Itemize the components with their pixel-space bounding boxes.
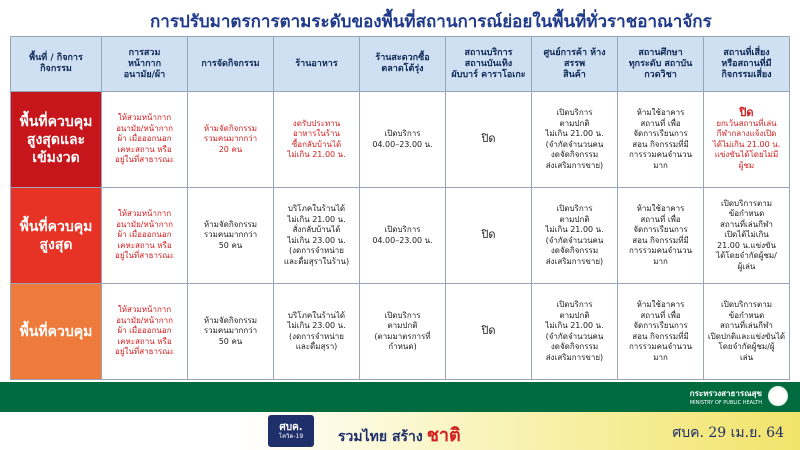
ministry-brand [690,386,788,406]
cell-restaurant: บริโภคในร้านได้ ไม่เกิน 21.00 น. สั่งกลับบ้านได้ ไม่เกิน 23.00 น. (งดการจำหน่าย และดื่มสุราในร้าน) [274,188,359,283]
cell-risk: เปิดบริการตาม ข้อกำหนด สถานที่เล่นกีฬา เปิดปกติและแข่งขันได้ โดยจำกัดผู้ชม/ผู้ เล่น [704,284,789,379]
cell-mall: เปิดบริการ ตามปกติ ไม่เกิน 21.00 น. (จำกัดจำนวนคน งดจัดกิจกรรม ส่งเสริมการขาย) [532,92,617,187]
cell-convenience: เปิดบริการ 04.00–23.00 น. [360,92,445,187]
cell-convenience: เปิดบริการ ตามปกติ (ตามมาตรการที่ กำหนด) [360,284,445,379]
cell-entertainment: ปิด [446,92,531,187]
header-convenience: ร้านสะดวกซื้อ ตลาดโต้รุ่ง [360,37,445,91]
ministry-name-th: กระทรวงสาธารณสุข [689,388,762,398]
cell-restaurant: งดรับประทาน อาหารในร้าน ซื้อกลับบ้านได้ ไม่เกิน 21.00 น. [274,92,359,187]
ministry-bar [0,382,800,412]
ministry-logo-icon [768,386,788,406]
cell-entertainment: ปิด [446,188,531,283]
header-area: พื้นที่ / กิจการ กิจกรรม [11,37,101,91]
announcement-date: ศบค. 29 เม.ย. 64 [672,425,784,441]
ccsa-logo [268,415,314,447]
ccsa-logo-main: ศบค. [279,422,303,433]
cell-mall: เปิดบริการ ตามปกติ ไม่เกิน 21.00 น. (จำกัดจำนวนคน งดจัดกิจกรรม ส่งเสริมการขาย) [532,188,617,283]
slogan-main: รวมไทย สร้าง [338,429,423,445]
cell-school: ห้ามใช้อาคาร สถานที่ เพื่อ จัดการเรียนการ สอน กิจกรรมที่มี การรวมคนจำนวน มาก [618,284,703,379]
cell-restaurant: บริโภคในร้านได้ ไม่เกิน 23.00 น. (งดการจำหน่าย และดื่มสุรา) [274,284,359,379]
cell-mall: เปิดบริการ ตามปกติ ไม่เกิน 21.00 น. (จำกัดจำนวนคน งดจัดกิจกรรม ส่งเสริมการขาย) [532,284,617,379]
header-entertainment: สถานบริการ สถานบันเทิง ผับบาร์ คาราโอเกะ [446,37,531,91]
cell-school: ห้ามใช้อาคาร สถานที่ เพื่อ จัดการเรียนการ สอน กิจกรรมที่มี การรวมคนจำนวน มาก [618,92,703,187]
header-school: สถานศึกษา ทุกระดับ สถาบัน กวดวิชา [618,37,703,91]
header-mall: ศูนย์การค้า ห้าง สรรพ สินค้า [532,37,617,91]
cell-risk [704,92,789,187]
slogan-accent: ชาติ [426,425,461,446]
header-restaurant: ร้านอาหาร [274,37,359,91]
ministry-name-en: MINISTRY OF PUBLIC HEALTH [689,399,762,406]
cell-events: ห้ามจัดกิจกรรม รวมคนมากกว่า 50 คน [188,188,273,283]
cell-events: ห้ามจัดกิจกรรม รวมคนมากกว่า 50 คน [188,284,273,379]
risk-exception-text: ยกเว้นสถานที่เล่น กีฬากลางแจ้งเปิด ได้ไม่เกิน 21.00 น. แข่งขันได้โดยไม่มี ผู้ชม [712,118,781,170]
slogan [338,420,461,449]
cell-school: ห้ามใช้อาคาร สถานที่ เพื่อ จัดการเรียนการ สอน กิจกรรมที่มี การรวมคนจำนวน มาก [618,188,703,283]
measures-table [10,36,790,380]
cell-mask: ให้สวมหน้ากาก อนามัย/หน้ากาก ผ้า เมื่อออกนอก เคหะสถาน หรือ อยู่ในที่สาธารณะ [102,284,187,379]
cell-events: ห้ามจัดกิจกรรม รวมคนมากกว่า 20 คน [188,92,273,187]
zone-control-label: พื้นที่ควบคุม [11,284,101,379]
zone-strict-label: พื้นที่ควบคุม สูงสุดและ เข้มงวด [11,92,101,187]
header-mask: การสวม หน้ากาก อนามัย/ผ้า [102,37,187,91]
cell-mask: ให้สวมหน้ากาก อนามัย/หน้ากาก ผ้า เมื่อออกนอก เคหะสถาน หรือ อยู่ในที่สาธารณะ [102,92,187,187]
ccsa-logo-sub: โควิด-19 [278,433,304,440]
cell-mask: ให้สวมหน้ากาก อนามัย/หน้ากาก ผ้า เมื่อออกนอก เคหะสถาน หรือ อยู่ในที่สาธารณะ [102,188,187,283]
risk-closed-label: ปิด [739,106,754,119]
cell-entertainment: ปิด [446,284,531,379]
footer [0,412,800,450]
header-risk: สถานที่เสี่ยง หรือสถานที่มี กิจกรรมเสี่ยง [704,37,789,91]
header-events: การจัดกิจกรรม [188,37,273,91]
page-title: การปรับมาตรการตามระดับของพื้นที่สถานการณ์ย่อยในพื้นที่ทั่วราชอาณาจักร [150,12,712,32]
zone-max-label: พื้นที่ควบคุม สูงสุด [11,188,101,283]
cell-risk: เปิดบริการตาม ข้อกำหนด สถานที่เล่นกีฬา เปิดได้ไม่เกิน 21.00 น.แข่งขัน ได้โดยจำกัดผู้ชม/ ผู้เล่น [704,188,789,283]
cell-convenience: เปิดบริการ 04.00–23.00 น. [360,188,445,283]
